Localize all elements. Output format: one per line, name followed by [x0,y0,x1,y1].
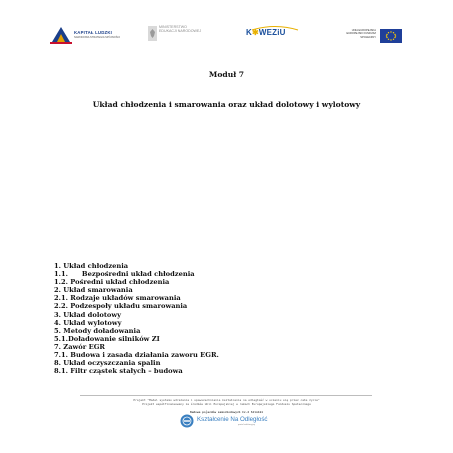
ksztalcenie-na-odleglosc-logo [180,414,276,428]
knd-subtitle: portal edukacyjny [238,424,256,426]
toc-item: 4. Układ wylotowy [54,318,122,327]
koweziu-logo [244,24,300,48]
toc-item: 5. Metody doładowania [54,326,141,335]
toc-item: 7. Zawór EGR [54,342,105,351]
toc-item: 1. Układ chłodzenia [54,262,129,270]
toc-item: 2.1. Rodzaje układów smarowania [54,294,181,303]
knd-badge-icon [180,414,194,428]
header-logos [0,24,453,48]
eu-logo [344,24,404,48]
module-title: Moduł 7 [208,70,245,79]
star-icon: ✱ [251,28,259,37]
toc-item: 2. Układ smarowania [54,286,133,295]
footer-project-line: Projekt "Model systemu wdrażania i upowszechniania kształcenia na odległość w uczeniu się przez całe życie" [133,398,320,402]
kapital-ludzki-logo [50,24,122,48]
toc-item: 8. Układ oczyszczania spalin [54,359,161,368]
footer-divider [80,395,372,396]
eu-name: UNIA EUROPEJSKA EUROPEJSKI FUNDUSZ SPOŁECZNY [346,29,376,39]
kapital-ludzki-mark-icon [50,24,72,44]
knd-name: Kształcenie Na Odległość [197,416,268,423]
kapital-ludzki-subtitle: NARODOWA STRATEGIA SPÓJNOŚCI [74,36,121,39]
kapital-ludzki-name: KAPITAŁ LUDZKI [74,30,113,35]
toc-item: 7.1. Budowa i zasada działania zaworu EGR. [54,351,219,360]
toc-item: 8.1. Filtr cząstek stałych – budowa [54,367,183,376]
toc-item: 5.1.Doładowanie silników ZI [54,334,160,343]
eu-flag-icon [380,29,402,43]
footer-funding-line: Projekt współfinansowany ze środków Unii Europejskiej w ramach Europejskiego Funduszu Społecznego [142,402,311,406]
ministry-logo [148,24,208,48]
toc-item: 2.2. Podzespoły układu smarowania [54,302,188,311]
main-title: Układ chłodzenia i smarowania oraz układ dolotowy i wylotowy [92,100,361,109]
toc-item: 3. Układ dolotowy [54,310,122,319]
ministry-name: MINISTERSTWO EDUKACJI NARODOWEJ [159,25,202,34]
eagle-emblem-icon [148,26,157,41]
footer-course-line: Budowa pojazdów samochodowych Cz.2 Silniki [189,410,264,414]
toc-item: 1.1. Bezpośredni układ chłodzenia [54,270,195,279]
toc-item: 1.2. Pośredni układ chłodzenia [54,278,170,287]
koweziu-name: K✱WEZiU [246,28,286,37]
table-of-contents [54,262,219,375]
